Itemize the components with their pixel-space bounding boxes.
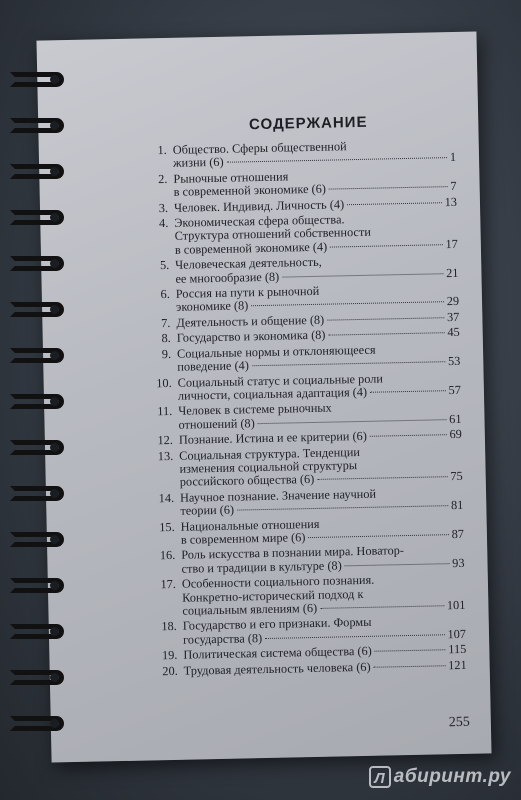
toc-entry-page: 45 (447, 325, 460, 340)
toc-entry-text: Национальные отношения (180, 516, 320, 534)
toc-entry (158, 486, 463, 519)
toc-entry-page: 7 (450, 179, 457, 194)
toc-entry-page: 87 (451, 526, 465, 542)
toc-entry-text: Человек в системе рыночных (178, 400, 332, 419)
toc-entry-page: 81 (450, 498, 464, 513)
toc-entry (159, 543, 464, 576)
toc-entry-number: 2. (158, 171, 168, 186)
toc-entry (160, 572, 466, 619)
dot-leader (370, 434, 447, 437)
dot-leader (375, 649, 446, 651)
toc-entry-page: 61 (449, 411, 462, 426)
dot-leader (265, 634, 444, 639)
toc-entry-text: ее многообразие (8) (175, 269, 280, 286)
toc-entry-number: 8. (161, 331, 171, 346)
binding-hole (50, 673, 59, 682)
toc-entry-text: Познание. Истина и ее критерии (6) (178, 428, 368, 447)
toc-entry-number: 9. (161, 346, 172, 361)
toc-entry-text: жизни (6) (172, 155, 224, 171)
toc-entry-number: 7. (161, 315, 171, 331)
toc-entry-number: 19. (161, 648, 178, 663)
binding-hole (50, 121, 59, 130)
dot-leader (237, 505, 448, 510)
book-page (36, 31, 491, 762)
toc-entry-page: 75 (450, 469, 463, 484)
toc-entry-text: Конкретно-исторический подход к (182, 586, 364, 605)
toc-entry-text: Социальная структура. Тенденции (179, 444, 361, 463)
toc-entry-text: ство и традиции в культуре (8) (181, 558, 342, 576)
binding-hole (50, 581, 59, 590)
toc-entry-number: 5. (159, 258, 170, 273)
toc-entry-page: 13 (444, 194, 458, 209)
toc-entry-number: 4. (158, 215, 169, 231)
dot-leader (320, 605, 444, 609)
dot-leader (317, 477, 447, 481)
toc-entry-text: Человек. Индивид. Личность (4) (173, 196, 345, 215)
binding-hole (50, 75, 59, 84)
toc-entry-number: 1. (157, 142, 167, 158)
toc-entry-text: Роль искусства в познании мира. Новатор- (181, 543, 405, 563)
dot-leader (370, 390, 446, 393)
toc-entry-page: 69 (449, 426, 462, 442)
toc-entry-page: 101 (446, 597, 466, 613)
toc-entry-text: изменения социальной структуры (179, 458, 358, 476)
dot-leader (308, 534, 448, 538)
toc-entry (151, 138, 456, 171)
toc-entry-page: 93 (452, 555, 465, 570)
toc-entry-page: 21 (445, 265, 459, 280)
toc-entry-number: 13. (157, 448, 174, 463)
binding-hole (50, 627, 59, 636)
toc-entry-number: 3. (158, 200, 169, 215)
toc-entry-text: в современной экономике (4) (174, 239, 328, 257)
toc-entry-page: 107 (447, 626, 467, 642)
toc-entry-text: Государство и экономика (8) (176, 327, 326, 346)
toc-entry-number: 11. (157, 404, 173, 419)
dot-leader (328, 332, 444, 335)
toc-entry-text: Человеческая деятельность, (175, 255, 322, 273)
dot-leader (347, 202, 442, 205)
toc-entry-text: Социальный статус и социальные роли (177, 371, 384, 390)
binding-hole (50, 443, 59, 452)
dot-leader (374, 665, 446, 667)
dot-leader (258, 419, 447, 424)
dot-leader (345, 563, 450, 566)
toc-entry-number: 18. (161, 619, 177, 634)
toc-entry (157, 443, 463, 490)
toc-entry-text: Общество. Сферы общественной (172, 139, 347, 157)
toc-entry-text: экономике (8) (175, 298, 249, 315)
toc-entry (154, 282, 459, 315)
binding-hole (50, 535, 59, 544)
toc-entry (151, 167, 456, 200)
watermark-text: абиринт.ру (393, 766, 511, 787)
watermark-logo-icon: Л (369, 766, 391, 788)
toc-entry-text: Политическая система общества (6) (183, 644, 372, 662)
dot-leader (251, 302, 444, 307)
toc-entry-text: теории (6) (180, 502, 235, 518)
toc-entry (156, 370, 461, 403)
dot-leader (282, 273, 443, 277)
toc-entry-page: 115 (448, 642, 467, 657)
dot-leader (330, 244, 442, 247)
binding-hole (50, 167, 59, 176)
binding-hole (50, 213, 59, 222)
toc-entry-text: отношений (8) (178, 415, 255, 432)
page-number: 255 (448, 714, 471, 731)
dot-leader (252, 361, 445, 366)
toc-entry-page: 17 (445, 236, 458, 252)
toc-entry-text: личности, социальная адаптация (4) (177, 384, 368, 403)
toc-entry (153, 253, 458, 286)
toc-entry-number: 17. (160, 577, 177, 592)
toc-entry-text: Экономическая сфера общества. (174, 212, 345, 230)
toc-entry-page: 53 (447, 353, 461, 369)
toc-entry-page: 57 (448, 382, 462, 398)
dot-leader (227, 158, 447, 164)
toc-entry (152, 211, 458, 258)
dot-leader (329, 186, 448, 189)
binding-hole (50, 719, 59, 728)
toc-entry (159, 514, 464, 547)
toc-entry-number: 6. (160, 287, 170, 302)
toc-entry (161, 614, 466, 647)
toc-entry-text: государства (8) (182, 630, 263, 647)
toc-entry-page: 1 (449, 150, 457, 165)
toc-entry-text: Социальные нормы и отклоняющееся (176, 342, 376, 361)
toc-entry-text: Государство и его признаки. Формы (182, 615, 372, 634)
toc-entry-text: в современной экономике (6) (173, 181, 327, 200)
toc-entry-text: Россия на пути к рыночной (175, 283, 320, 301)
binding-hole (50, 259, 59, 268)
toc-entry (155, 342, 460, 375)
toc-entry-text: российского общества (6) (179, 472, 315, 490)
binding-hole (50, 489, 59, 498)
toc-entry-text: Особенности социального познания. (181, 572, 375, 591)
binding-hole (50, 397, 59, 406)
toc-entry-number: 10. (156, 375, 172, 390)
toc-entry-text: Научное познание. Значение научной (179, 486, 377, 505)
table-of-contents (151, 138, 467, 680)
toc-entry-number: 20. (162, 663, 178, 678)
toc-entry-number: 15. (159, 519, 175, 534)
toc-entry-text: в современном мире (6) (180, 530, 306, 547)
binding-hole (50, 351, 59, 360)
dot-leader (327, 317, 444, 320)
toc-entry-text: Рыночные отношения (173, 169, 289, 186)
toc-entry-number: 12. (157, 433, 174, 448)
toc-entry (156, 399, 461, 432)
watermark (369, 766, 511, 788)
binding-hole (50, 305, 59, 314)
toc-entry-page: 29 (446, 294, 460, 309)
toc-entry-text: социальным явлениям (6) (182, 600, 318, 618)
toc-entry-page: 37 (446, 309, 460, 325)
page-title: СОДЕРЖАНИЕ (248, 113, 368, 134)
toc-entry-number: 14. (158, 490, 175, 505)
toc-entry-text: Деятельность и общение (8) (176, 312, 325, 330)
toc-entry-text: поведение (4) (177, 358, 249, 374)
toc-entry-number: 16. (159, 548, 176, 563)
toc-entry-page: 121 (448, 657, 467, 672)
toc-entry-text: Структура отношений собственности (174, 225, 372, 244)
toc-entry-text: Трудовая деятельность человека (6) (183, 659, 371, 678)
